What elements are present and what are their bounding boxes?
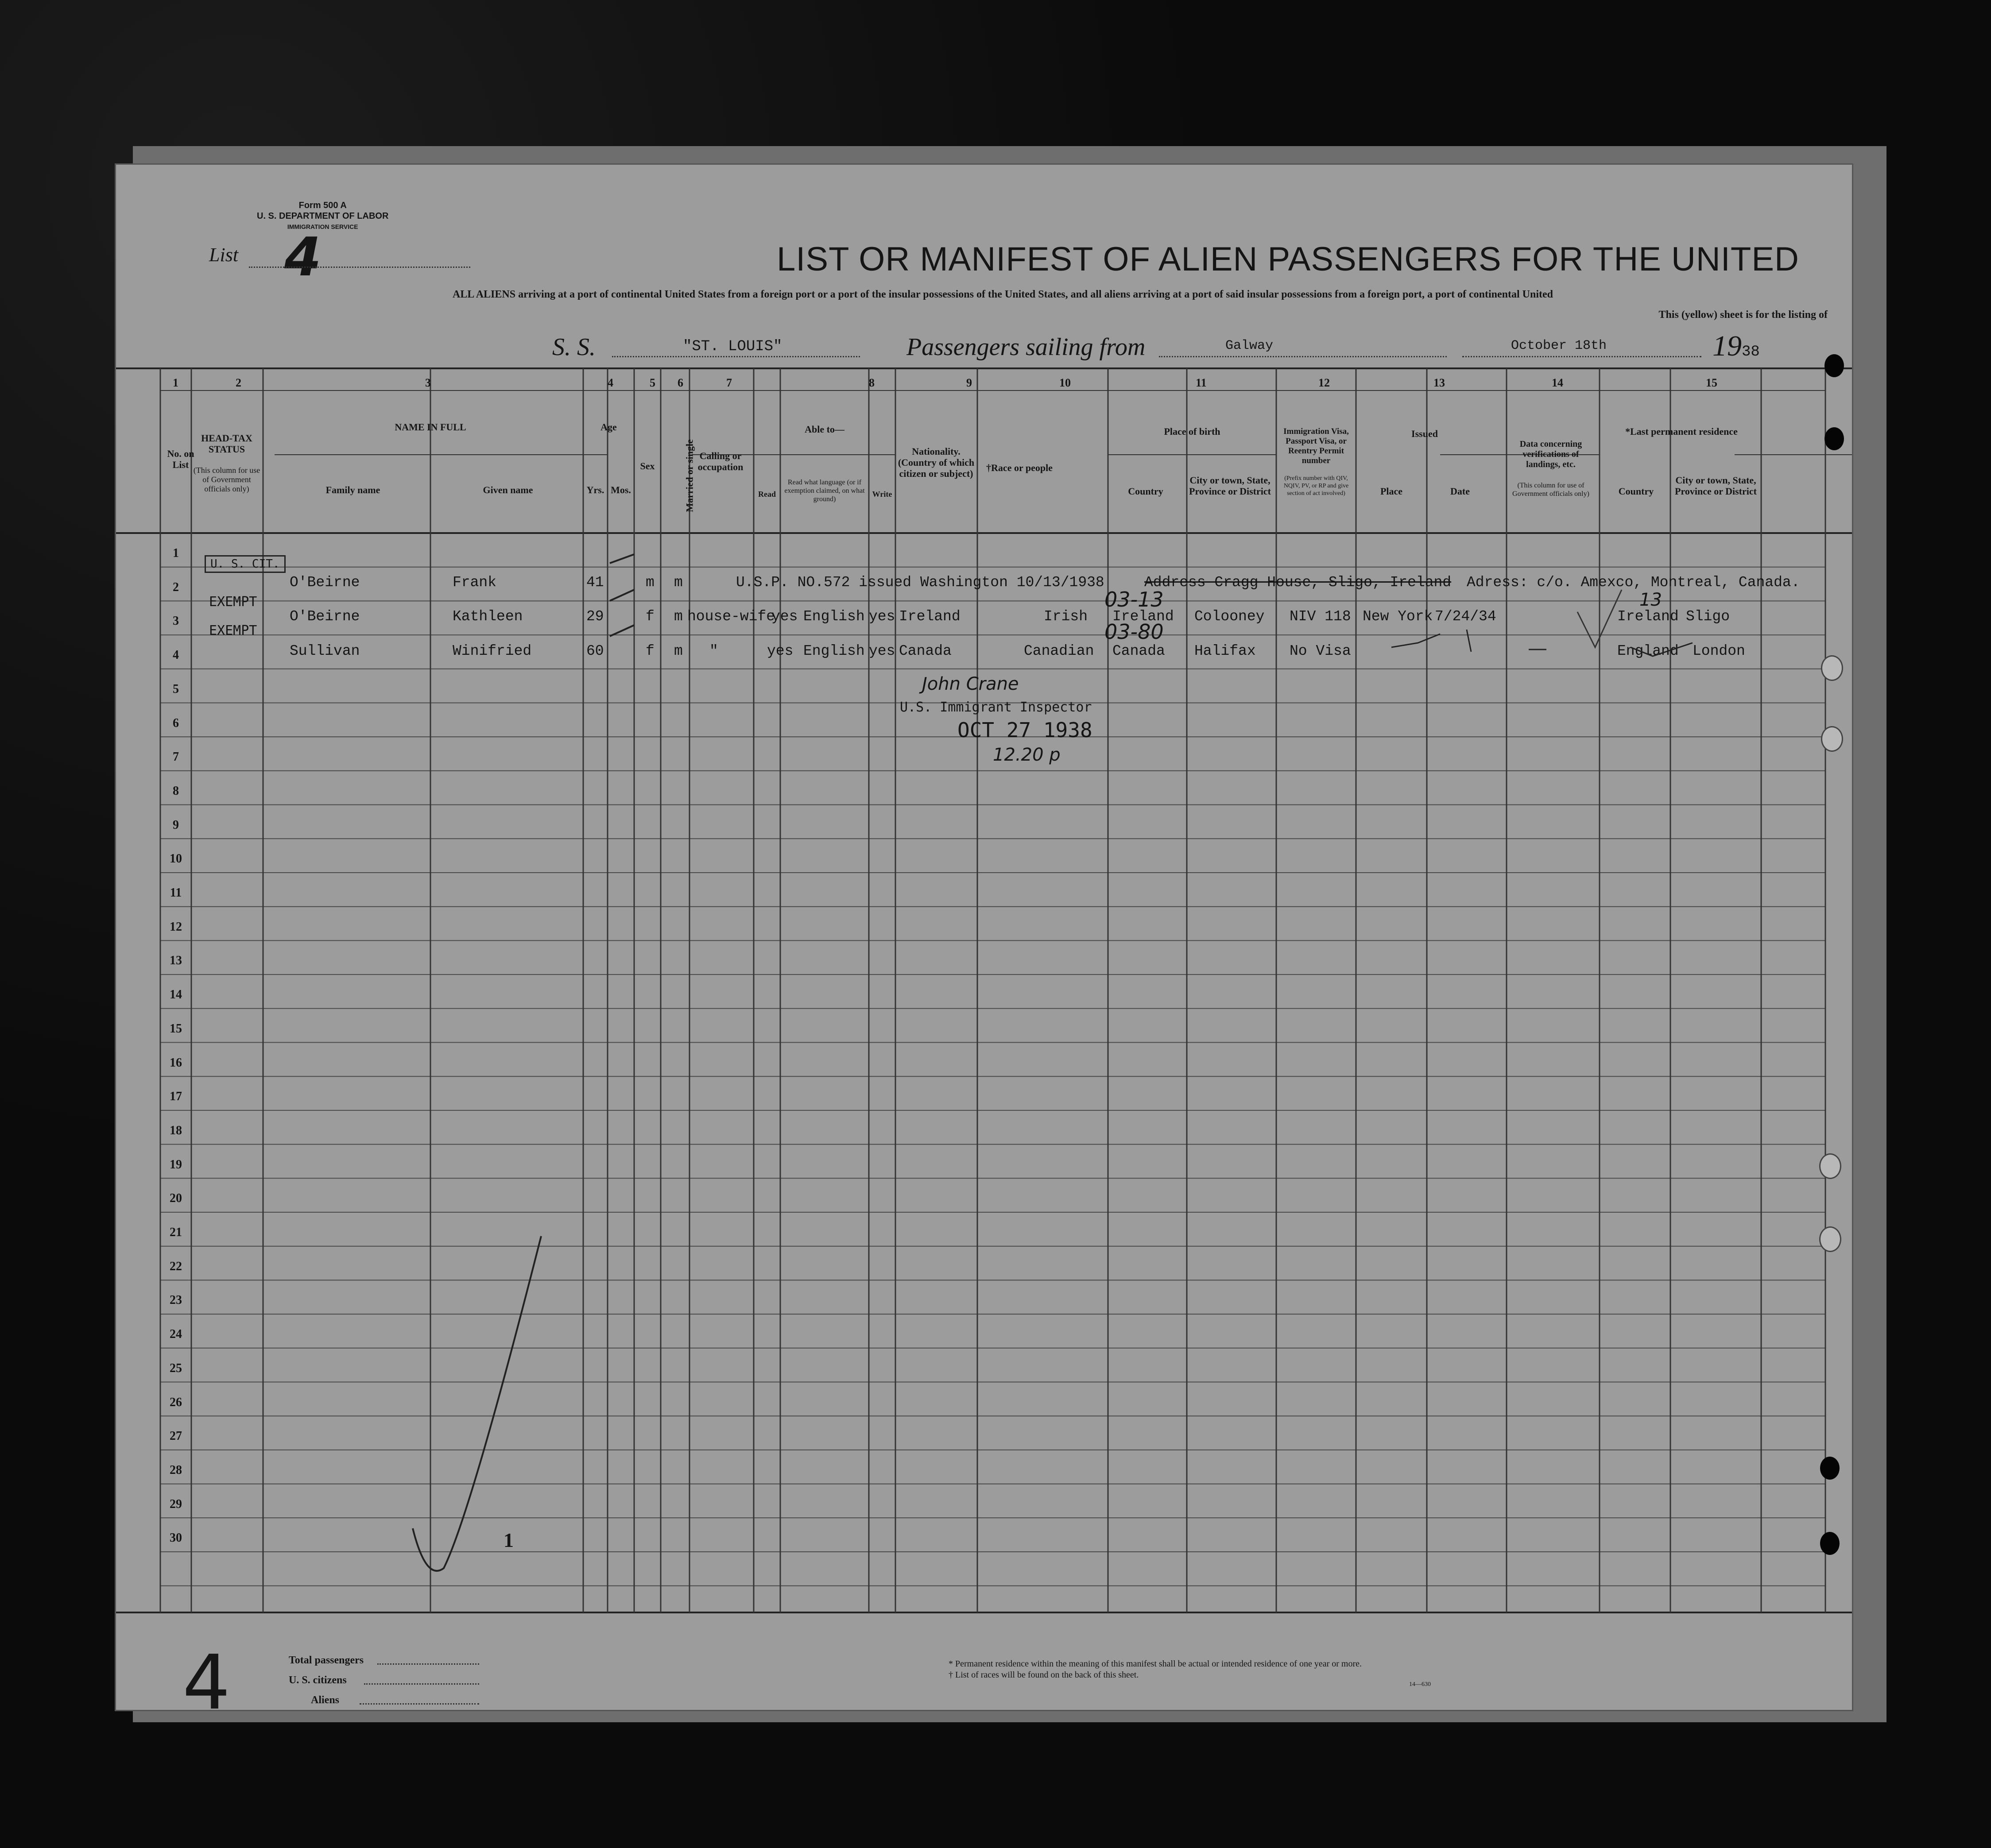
departure-port: Galway <box>1225 338 1274 353</box>
header-read: Read <box>758 490 776 499</box>
header-age: Age <box>600 421 617 433</box>
row-number: 2 <box>173 580 179 594</box>
handwritten-list-number: 4 <box>182 1639 231 1710</box>
read-3: yes <box>767 643 794 659</box>
page-count: 1 <box>504 1529 514 1551</box>
given-name-1: Frank <box>453 574 497 591</box>
header-place-of-birth: Place of birth <box>1164 426 1220 437</box>
address-1: Adress: c/o. Amexco, Montreal, Canada. <box>1467 574 1800 591</box>
sailing-from-label: Passengers sailing from <box>906 333 1146 361</box>
read-2: yes <box>771 608 798 625</box>
binder-hole <box>1821 726 1843 752</box>
row-number: 20 <box>170 1191 182 1206</box>
handwritten-time: 12.20 p <box>993 745 1061 765</box>
column-number: 10 <box>1059 376 1071 389</box>
row-number: 13 <box>170 954 182 968</box>
header-yrs: Yrs. <box>586 484 604 495</box>
row-number: 11 <box>170 886 182 900</box>
header-family-name: Family name <box>325 484 380 495</box>
passport-remark-1: U.S.P. NO.572 issued Washington 10/13/1938 <box>736 574 1104 591</box>
status-stamp-3: EXEMPT <box>209 623 257 638</box>
header-last-residence: *Last permanent residence <box>1625 426 1738 437</box>
struck-address-1: Address Cragg House, Sligo, Ireland <box>1144 574 1452 591</box>
header-read-language: Read what language (or if exemption claimed, on what ground) <box>784 479 865 503</box>
sex-1: m <box>646 574 655 591</box>
language-2: English <box>803 608 865 625</box>
ss-label: S. S. <box>552 333 596 361</box>
row-number: 22 <box>170 1259 182 1273</box>
total-line <box>377 1663 479 1665</box>
binder-hole <box>1824 354 1844 377</box>
list-number: 4 <box>284 227 322 288</box>
handwritten-marks <box>116 165 1852 1710</box>
age-1: 41 <box>586 574 604 591</box>
row-number: 12 <box>170 920 182 934</box>
header-race: †Race or people <box>986 462 1053 473</box>
header-landing: Data concerning verifications of landings, etc. <box>1519 439 1582 469</box>
row-number: 24 <box>170 1327 182 1342</box>
header-given-name: Given name <box>483 484 533 495</box>
row-number: 4 <box>173 648 179 662</box>
departure-date: October 18th <box>1511 338 1607 353</box>
aliens-line <box>360 1703 479 1705</box>
family-name-1: O'Beirne <box>290 574 360 591</box>
citizens-line <box>364 1683 479 1685</box>
header-res-country: Country <box>1618 486 1654 497</box>
res-country-3: England <box>1617 643 1679 659</box>
column-number: 15 <box>1706 376 1717 389</box>
form-number: Form 500 A <box>298 201 347 210</box>
header-mos: Mos. <box>611 484 631 495</box>
column-number: 4 <box>608 376 613 389</box>
handwritten-code-1: 03-13 <box>1104 588 1164 611</box>
row-number: 6 <box>173 716 179 730</box>
column-number: 12 <box>1318 376 1330 389</box>
row-number: 26 <box>170 1395 182 1409</box>
column-number: 7 <box>726 376 732 389</box>
header-issued-date: Date <box>1450 486 1470 497</box>
header-issued-place: Place <box>1380 486 1403 497</box>
manifest-title: LIST OR MANIFEST OF ALIEN PASSENGERS FOR THE UNITED <box>777 240 1799 278</box>
write-3: yes <box>869 643 895 659</box>
visa-3: No Visa <box>1290 643 1351 659</box>
footnote-residence: * Permanent residence within the meaning of this manifest shall be actual or intended residence of one year or more. <box>949 1659 1362 1669</box>
row-number: 18 <box>170 1123 182 1137</box>
row-number: 23 <box>170 1293 182 1307</box>
row-number: 7 <box>173 750 179 764</box>
department-name: U. S. DEPARTMENT OF LABOR <box>257 211 389 221</box>
issued-date-2: 7/24/34 <box>1435 608 1496 625</box>
binder-hole <box>1819 1153 1841 1179</box>
binder-hole <box>1824 427 1844 450</box>
family-name-2: O'Beirne <box>290 608 360 625</box>
list-label: List <box>209 244 239 266</box>
calling-3: " <box>709 643 718 659</box>
manifest-sheet <box>116 165 1852 1710</box>
binder-hole <box>1819 1226 1841 1252</box>
column-number: 5 <box>650 376 655 389</box>
year-prefix: 19 <box>1712 330 1742 362</box>
married-2: m <box>674 608 683 625</box>
header-name-in-full: NAME IN FULL <box>395 421 466 433</box>
married-1: m <box>674 574 683 591</box>
header-issued: Issued <box>1411 428 1438 439</box>
nationality-3: Canada <box>899 643 952 659</box>
inspector-title: U.S. Immigrant Inspector <box>900 700 1092 715</box>
res-city-2: Sligo <box>1686 608 1730 625</box>
res-country-2: Ireland <box>1617 608 1679 625</box>
row-number: 25 <box>170 1361 182 1375</box>
header-calling: Calling or occupation <box>697 450 744 472</box>
column-number: 2 <box>236 376 241 389</box>
header-head-tax: HEAD-TAX STATUS <box>201 433 252 455</box>
row-number: 16 <box>170 1055 182 1070</box>
row-number: 30 <box>170 1531 182 1545</box>
status-stamp-2: EXEMPT <box>209 594 257 610</box>
row-number: 5 <box>173 682 179 696</box>
issued-place-2: New York <box>1363 608 1433 625</box>
row-number: 9 <box>173 818 179 832</box>
given-name-2: Kathleen <box>453 608 523 625</box>
birth-country-2: Ireland <box>1112 608 1174 625</box>
language-3: English <box>803 643 865 659</box>
intro-text: ALL ALIENS arriving at a port of continental United States from a foreign port or a port of the insular possessions of the United States, and all aliens arriving at a port of said insular possessions from a foreign port, a port of continental United <box>453 289 1553 300</box>
column-number: 1 <box>173 376 178 389</box>
header-sex: Sex <box>640 460 655 472</box>
married-3: m <box>674 643 683 659</box>
status-stamp-1: U. S. CIT. <box>205 555 286 573</box>
row-number: 27 <box>170 1429 182 1443</box>
header-write: Write <box>872 490 892 499</box>
binder-hole <box>1820 1457 1840 1480</box>
row-number: 3 <box>173 614 179 628</box>
row-number: 10 <box>170 852 182 866</box>
footer-form-code: 14—630 <box>1409 1681 1431 1688</box>
row-number: 29 <box>170 1497 182 1511</box>
ship-name: "ST. LOUIS" <box>683 338 782 355</box>
total-passengers-label: Total passengers <box>289 1655 364 1666</box>
binder-hole <box>1820 1532 1840 1555</box>
header-birth-city: City or town, State, Province or District <box>1189 475 1271 497</box>
family-name-3: Sullivan <box>290 643 360 659</box>
row-number: 21 <box>170 1226 182 1239</box>
column-number: 14 <box>1552 376 1563 389</box>
header-visa-note: (Prefix number with QIV, NQIV, PV, or RP and give section of act involved) <box>1283 475 1349 497</box>
age-3: 60 <box>586 643 604 659</box>
age-2: 29 <box>586 608 604 625</box>
column-number: 11 <box>1196 376 1207 389</box>
header-landing-note: (This column for use of Government officials only) <box>1512 482 1589 498</box>
intro-text-2: This (yellow) sheet is for the listing of <box>1658 309 1828 321</box>
birth-city-2: Colooney <box>1194 608 1265 625</box>
binder-hole <box>1821 655 1843 681</box>
nationality-2: Ireland <box>899 608 961 625</box>
row-number: 19 <box>170 1157 182 1171</box>
sex-2: f <box>646 608 655 625</box>
write-2: yes <box>869 608 895 625</box>
header-married: Married or single <box>684 439 695 512</box>
column-number: 8 <box>869 376 875 389</box>
row-number: 14 <box>170 988 182 1002</box>
column-number: 9 <box>966 376 972 389</box>
header-visa: Immigration Visa, Passport Visa, or Reentry Permit number <box>1283 427 1349 465</box>
header-head-tax-note: (This column for use of Government officials only) <box>193 466 260 493</box>
header-able-to: Able to— <box>805 424 844 435</box>
year-suffix: 38 <box>1742 344 1760 360</box>
handwritten-code-2: 03-80 <box>1104 620 1164 644</box>
row-number: 28 <box>170 1463 182 1477</box>
given-name-3: Winifried <box>453 643 532 659</box>
handwritten-mark-13: 13 <box>1639 590 1662 610</box>
column-number: 6 <box>678 376 683 389</box>
header-birth-country: Country <box>1128 486 1163 497</box>
row-number: 1 <box>173 546 179 560</box>
inspector-signature: John Crane <box>922 674 1019 694</box>
column-number: 3 <box>425 376 431 389</box>
row-number: 17 <box>170 1090 182 1104</box>
row-number: 8 <box>173 784 179 798</box>
column-number: 13 <box>1433 376 1445 389</box>
calling-2: house-wife <box>687 608 775 625</box>
birth-country-3: Canada <box>1112 643 1165 659</box>
row-number: 15 <box>170 1021 182 1036</box>
visa-2: NIV 118 <box>1290 608 1351 625</box>
aliens-label: Aliens <box>311 1694 340 1706</box>
us-citizens-label: U. S. citizens <box>289 1674 347 1686</box>
res-city-3: London <box>1693 643 1745 659</box>
inspection-stamp-date: OCT 27 1938 <box>957 718 1092 742</box>
header-res-city: City or town, State, Province or District <box>1675 475 1757 497</box>
service-name: IMMIGRATION SERVICE <box>287 223 358 230</box>
header-nationality: Nationality. (Country of which citizen or subject) <box>898 446 975 479</box>
birth-city-3: Halifax <box>1194 643 1256 659</box>
header-no-on-list: No. on List <box>167 448 194 470</box>
race-2: Irish <box>1044 608 1088 625</box>
race-3: Canadian <box>1024 643 1094 659</box>
sex-3: f <box>646 643 655 659</box>
footnote-races: † List of races will be found on the back of this sheet. <box>949 1670 1139 1680</box>
